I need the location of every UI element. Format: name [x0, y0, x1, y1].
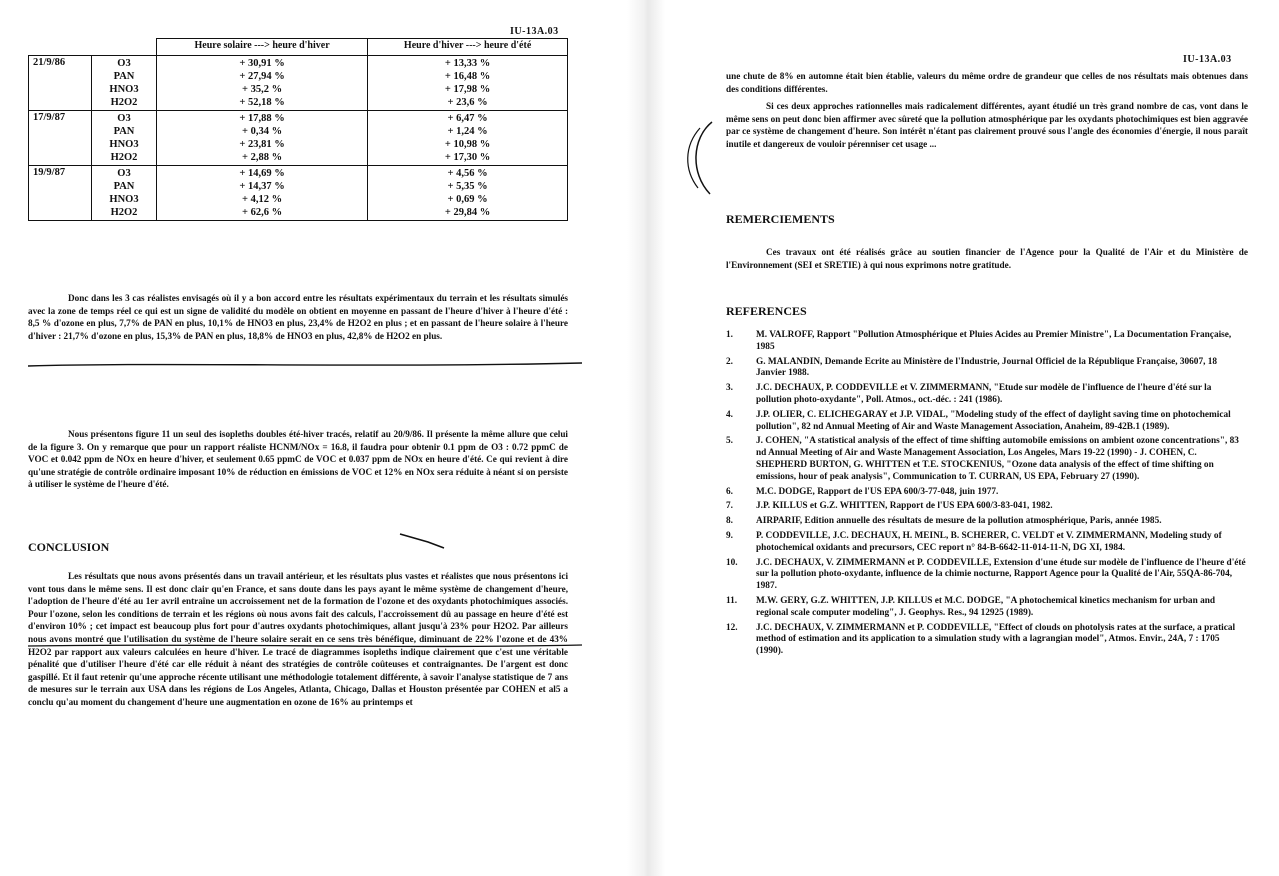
- species-value: H2O2: [110, 207, 138, 218]
- solar-winter-value: + 62,6 %: [242, 207, 283, 218]
- reference-number: 3.: [726, 383, 733, 394]
- solar-winter-value: + 14,37 %: [239, 181, 285, 192]
- date-cell: 19/9/87: [29, 166, 92, 221]
- references-heading: REFERENCES: [726, 304, 807, 318]
- right-page: [668, 0, 1279, 876]
- date-cell: 17/9/87: [29, 111, 92, 166]
- winter-summer-value: + 29,84 %: [444, 207, 491, 218]
- species-value: H2O2: [110, 152, 138, 163]
- reference-number: 8.: [726, 516, 733, 527]
- species-value: PAN: [113, 71, 135, 82]
- acknowledgements-heading: REMERCIEMENTS: [726, 212, 835, 226]
- winter-summer-value: + 16,48 %: [444, 71, 491, 82]
- solar-winter-cell: [157, 111, 368, 166]
- winter-summer-value: + 10,98 %: [444, 139, 491, 150]
- reference-number: 1.: [726, 330, 733, 340]
- reference-text: P. CODDEVILLE, J.C. DECHAUX, H. MEINL, B. SCHERER, C. VELDT et V. ZIMMERMANN, Modeling study of photochemical oxidants and precursors, CEC report n° 84-B-6642-11-014-11-N, DG XI, 1984.: [756, 530, 1222, 553]
- reference-item: [726, 623, 1246, 658]
- species-value: PAN: [113, 126, 135, 137]
- references-list: [726, 330, 1246, 661]
- species-value: HNO3: [109, 139, 139, 150]
- solar-winter-value: + 4,12 %: [242, 194, 283, 205]
- reference-item: [726, 330, 1246, 354]
- table-row: [29, 111, 568, 166]
- table-header-row: [29, 39, 568, 56]
- species-value: H2O2: [110, 97, 138, 108]
- header-winter-summer: Heure d'hiver ---> heure d'été: [368, 39, 568, 56]
- reference-text: J.C. DECHAUX, V. ZIMMERMANN et P. CODDEVILLE, "Effect of clouds on photolysis rates at the surface, a pratical method of estimation and its application to a simulation study with a lagrangian model", Atmos. Envir., 24A, 7 : 1705 (1990).: [756, 622, 1236, 657]
- solar-winter-cell: [157, 56, 368, 111]
- solar-winter-value: + 52,18 %: [239, 97, 285, 108]
- reference-item: [726, 516, 1246, 528]
- left-page: [0, 0, 622, 876]
- table-row: [29, 56, 568, 111]
- solar-winter-value: + 2,88 %: [242, 152, 283, 163]
- results-body: [29, 56, 568, 221]
- species-value: O3: [117, 168, 131, 179]
- table-row: [29, 166, 568, 221]
- reference-text: J.C. DECHAUX, P. CODDEVILLE et V. ZIMMERMANN, "Etude sur modèle de l'influence de l'heure d'été sur la pollution photo-oxydante", Poll. Atmos., oct.-déc. : 241 (1986).: [756, 383, 1212, 405]
- continued-paragraph: une chute de 8% en automne était bien établie, valeurs du même ordre de grandeur que celles de nos résultats mais obtenues dans des conditions différentes.: [726, 71, 1248, 94]
- winter-summer-value: + 1,24 %: [447, 126, 488, 137]
- handwritten-margin-bracket: [672, 118, 720, 198]
- conclusion-heading: CONCLUSION: [28, 540, 110, 554]
- reference-text: G. MALANDIN, Demande Ecrite au Ministère de l'Industrie, Journal Officiel de la République Française, 30607, 18 Janvier 1988.: [756, 356, 1218, 379]
- solar-winter-value: + 30,91 %: [239, 58, 285, 69]
- header-blank: [92, 39, 157, 56]
- header-solar-winter: Heure solaire ---> heure d'hiver: [157, 39, 368, 56]
- reference-text: M. VALROFF, Rapport "Pollution Atmosphérique et Pluies Acides au Premier Ministre", La Documentation Française, 1985: [756, 330, 1232, 352]
- reference-number: 6.: [726, 486, 733, 497]
- winter-summer-value: + 23,6 %: [447, 97, 488, 108]
- acknowledgements-paragraph: Ces travaux ont été réalisés grâce au soutien financier de l'Agence pour la Qualité de l'Air et du Ministère de l'Environnement (SEI et SRETIE) à qui nous exprimons notre gratitude.: [726, 247, 1248, 270]
- winter-summer-cell: [368, 56, 568, 111]
- results-paragraph: Donc dans les 3 cas réalistes envisagés où il y a bon accord entre les résultats expérimentaux du terrain et les résultats simulés avec la zone de temps réel ce qui est un signe de validité du modèle on obtient en moyenne en passant de l'heure d'hiver à l'heure d'été : 8,5 % d'ozone en plus, 7,7% de PAN en plus, 10,1% de HNO3 en plus, 23,4% de H2O2 en plus ; et en passant de l'heure solaire à l'heure d'hiver : 21,7% d'ozone en plus, 15,3% de PAN en plus, 18,8% de HNO3 en plus, 42,8% de H2O2 en plus.: [28, 293, 568, 341]
- reference-number: 2.: [726, 356, 733, 367]
- winter-summer-value: + 4,56 %: [447, 168, 488, 179]
- species-value: HNO3: [109, 194, 139, 205]
- reference-number: 7.: [726, 501, 733, 512]
- approaches-paragraph: Si ces deux approches rationnelles mais radicalement différentes, ayant étudié un très grand nombre de cas, vont dans le même sens on peut donc bien affirmer avec sûreté que la pollution atmosphérique par les oxydants photochimiques est bien aggravée par ce système de changement d'heure. Son intérêt n'étant pas clairement prouvé sous l'angle des économies d'énergie, il nous paraît inutile et dangereux de vouloir pérenniser cet usage ...: [726, 101, 1248, 149]
- right-doc-id: IU-13A.03: [1183, 54, 1232, 65]
- results-table: [28, 38, 568, 221]
- solar-winter-value: + 14,69 %: [239, 168, 285, 179]
- winter-summer-value: + 17,98 %: [444, 84, 491, 95]
- species-cell: [92, 166, 157, 221]
- solar-winter-value: + 23,81 %: [239, 139, 285, 150]
- winter-summer-value: + 17,30 %: [444, 152, 491, 163]
- left-doc-id: IU-13A.03: [510, 26, 559, 37]
- header-blank: [29, 39, 92, 56]
- reference-text: M.C. DODGE, Rapport de l'US EPA 600/3-77-048, juin 1977.: [756, 486, 999, 497]
- winter-summer-value: + 6,47 %: [447, 113, 488, 124]
- reference-item: [726, 487, 1246, 499]
- reference-number: 10.: [726, 557, 738, 568]
- winter-summer-value: + 13,33 %: [444, 58, 491, 69]
- reference-text: AIRPARIF, Edition annuelle des résultats de mesure de la pollution atmosphérique, Paris, année 1985.: [756, 516, 1162, 527]
- winter-summer-value: + 5,35 %: [447, 181, 488, 192]
- reference-number: 9.: [726, 530, 733, 541]
- species-value: HNO3: [109, 84, 139, 95]
- reference-number: 5.: [726, 436, 733, 447]
- reference-text: J.P. KILLUS et G.Z. WHITTEN, Rapport de l'US EPA 600/3-83-041, 1982.: [756, 501, 1053, 512]
- reference-number: 12.: [726, 622, 738, 633]
- handwritten-arrow-mark: [398, 530, 448, 550]
- handwritten-underline-mark: [26, 640, 586, 652]
- species-cell: [92, 111, 157, 166]
- solar-winter-value: + 17,88 %: [239, 113, 285, 124]
- reference-item: [726, 410, 1246, 434]
- reference-item: [726, 383, 1246, 407]
- reference-text: J. COHEN, "A statistical analysis of the effect of time shifting automobile emissions on ambient ozone concentrations", 83 nd Annual Meeting of Air and Waste Management Association, Los Angeles, Mars 19-22 (1990) - J. COHEN, C. SHEPHERD BURTON, G. WHITTEN et T.E. STOCKENIUS, "Ozone data analysis of the effect of time shifting on emissions, hour of peak analysis", Communication to T. CURRAN, US EPA, February 27 (1990).: [756, 436, 1239, 482]
- solar-winter-cell: [157, 166, 368, 221]
- reference-text: M.W. GERY, G.Z. WHITTEN, J.P. KILLUS et M.C. DODGE, "A photochemical kinetics mechanism for urban and regional scale computer modeling", J. Geophys. Res., 94 12925 (1989).: [756, 595, 1216, 618]
- solar-winter-value: + 35,2 %: [242, 84, 283, 95]
- reference-text: J.C. DECHAUX, V. ZIMMERMANN et P. CODDEVILLE, Extension d'une étude sur modèle de l'influence de l'heure d'été sur la pollution photo-oxydante, influence de la chimie nocturne, Rapport Agence pour la Qualité de l'Air, 55QA-86-704, 1987.: [756, 557, 1246, 592]
- handwritten-underline-mark: [26, 358, 586, 370]
- solar-winter-value: + 27,94 %: [239, 71, 285, 82]
- reference-item: [726, 436, 1246, 483]
- reference-item: [726, 531, 1246, 555]
- reference-item: [726, 596, 1246, 620]
- date-cell: 21/9/86: [29, 56, 92, 111]
- species-value: O3: [117, 113, 131, 124]
- reference-number: 11.: [726, 595, 738, 606]
- reference-item: [726, 558, 1246, 593]
- winter-summer-cell: [368, 111, 568, 166]
- reference-item: [726, 501, 1246, 513]
- reference-number: 4.: [726, 409, 733, 420]
- reference-item: [726, 357, 1246, 381]
- solar-winter-value: + 0,34 %: [242, 126, 283, 137]
- conclusion-paragraph: Les résultats que nous avons présentés dans un travail antérieur, et les résultats plus vastes et réalistes que nous présentons ici vont tous dans le même sens. Il est donc clair qu'en France, et sans doute dans les pays ayant le même système de changement d'heure, l'adoption de l'heure d'été au 1er avril entraîne un accroissement net de la formation de l'ozone et des oxydants photochimiques associés. Pour l'ozone, selon les conditions de terrain et les régions où nous avons fait des calculs, l'accroissement dû au passage en heure d'été est d'environ 10% ; cet impact est beaucoup plus fort pour d'autres oxydants photochimiques, allant jusqu'à 23% pour H2O2. Par ailleurs nous avons montré que l'utilisation du système de l'heure solaire serait en ce sens très bénéfique, diminuant de 22% l'ozone et de 43% H2O2 par rapport aux valeurs calculées en heure d'hiver. Le tracé de diagrammes isopleths indique clairement que c'est une véritable pénalité que d'utiliser l'heure d'été car elle réduit à néant des stratégies de contrôle coûteuses et contraignantes. De l'argent est donc gaspillé. Et il faut retenir qu'une approche récente utilisant une méthodologie totalement différente, à savoir l'analyse statistique de 7 ans de mesures sur le terrain aux USA dans les régions de Los Angeles, Atlanta, Chicago, Dallas et Houston présentée par COHEN et al5 a conclu qu'au moment du changement d'heure une augmentation en ozone de 16% au printemps et: [28, 571, 568, 707]
- species-value: O3: [117, 58, 131, 69]
- species-value: PAN: [113, 181, 135, 192]
- isopleth-paragraph: Nous présentons figure 11 un seul des isopleths doubles été-hiver tracés, relatif au 20/9/86. Il présente la même allure que celui de la figure 3. On y remarque que pour un rapport réaliste HCNM/NOx = 16.8, il faudra pour obtenir 0.1 ppm de O3 : 0.72 ppmC de VOC et 0.042 ppm de NOx en heure d'hiver, et seulement 0.65 ppmC de VOC et 0.037 ppm de NOx en heure d'été. Ce qui revient à dire qu'une stratégie de contrôle ordinaire imposant 10% de réduction en émissions de VOC et 12% en NOx sera réduite à néant si on persiste à utiliser le système de l'heure d'été.: [28, 429, 568, 490]
- species-cell: [92, 56, 157, 111]
- page-gutter: [627, 0, 665, 876]
- reference-text: J.P. OLIER, C. ELICHEGARAY et J.P. VIDAL, "Modeling study of the effect of daylight saving time on photochemical pollution", 82 nd Annual Meeting of Air and Waste Management Association, Anaheim, 89-42B.1 (1989).: [756, 409, 1231, 432]
- winter-summer-cell: [368, 166, 568, 221]
- winter-summer-value: + 0,69 %: [447, 194, 488, 205]
